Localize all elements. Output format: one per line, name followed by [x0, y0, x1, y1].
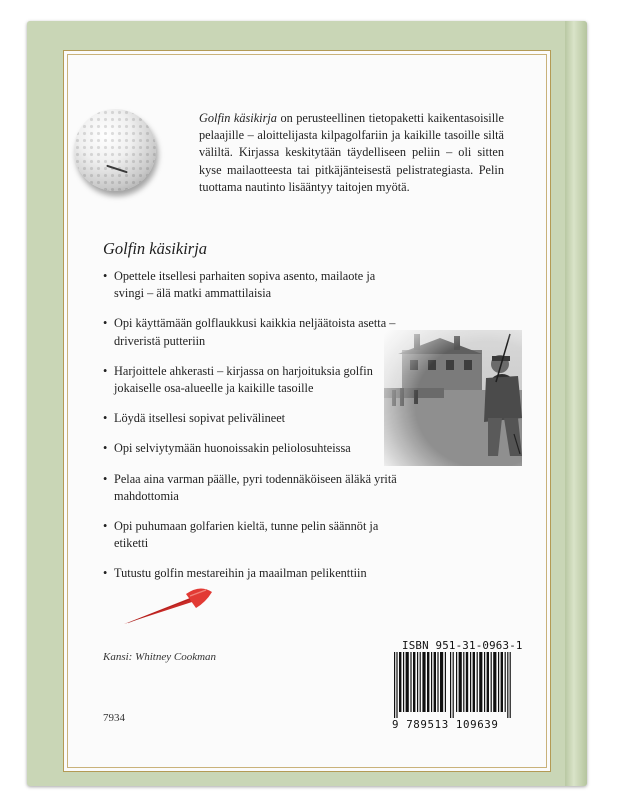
list-item: • Opi selviytymään huonoissakin peliolosuhteissa [103, 440, 403, 457]
list-item: • Löydä itsellesi sopivat pelivälineet [103, 410, 403, 427]
list-item: • Opettele itsellesi parhaiten sopiva asento, mailaote ja svingi – älä matki ammattilaisia [103, 268, 403, 302]
intro-paragraph [199, 110, 504, 196]
isbn-label: ISBN 951-31-0963-1 [402, 639, 523, 652]
cover-credit: Kansi: Whitney Cookman [103, 651, 217, 663]
list-item: • Tutustu golfin mestareihin ja maailman pelikenttiin [103, 565, 403, 582]
list-item: • Harjoittele ahkerasti – kirjassa on harjoituksia golfin jokaiselle osa-alueelle ja kaikille tasoille [103, 363, 403, 397]
product-code: 7934 [103, 712, 125, 724]
list-heading: Golfin käsikirja [103, 239, 208, 258]
feature-list [103, 268, 403, 583]
barcode-number: 9 789513 109639 [392, 718, 499, 731]
book-spine [565, 21, 587, 786]
vintage-golfer-photo [384, 330, 522, 466]
intro-text: on perusteellinen tietopaketti kaikentasoisille pelaajille – aloittelijasta kilpagolfariin ja kaikille tasoille siltä väliltä. Kirjassa keskitytään täydelliseen peliin – oli sitten kyse mailaotteesta tai pitkäjänteisestä pelistrategiasta. Pelin tuottama nautinto lisääntyy taitojen myötä. [199, 111, 504, 194]
intro-book-title: Golfin käsikirja [199, 111, 277, 125]
golf-ball-icon [74, 109, 156, 191]
list-item: • Opi puhumaan golfarien kieltä, tunne pelin säännöt ja etiketti [103, 518, 403, 552]
list-item: • Pelaa aina varman päälle, pyri todennäköiseen äläkä yritä mahdottomia [103, 471, 403, 505]
golf-tee-icon [120, 582, 224, 628]
list-item: • Opi käyttämään golflaukkusi kaikkia neljäätoista asetta – driveristä putteriin [103, 315, 403, 349]
barcode [392, 652, 516, 718]
